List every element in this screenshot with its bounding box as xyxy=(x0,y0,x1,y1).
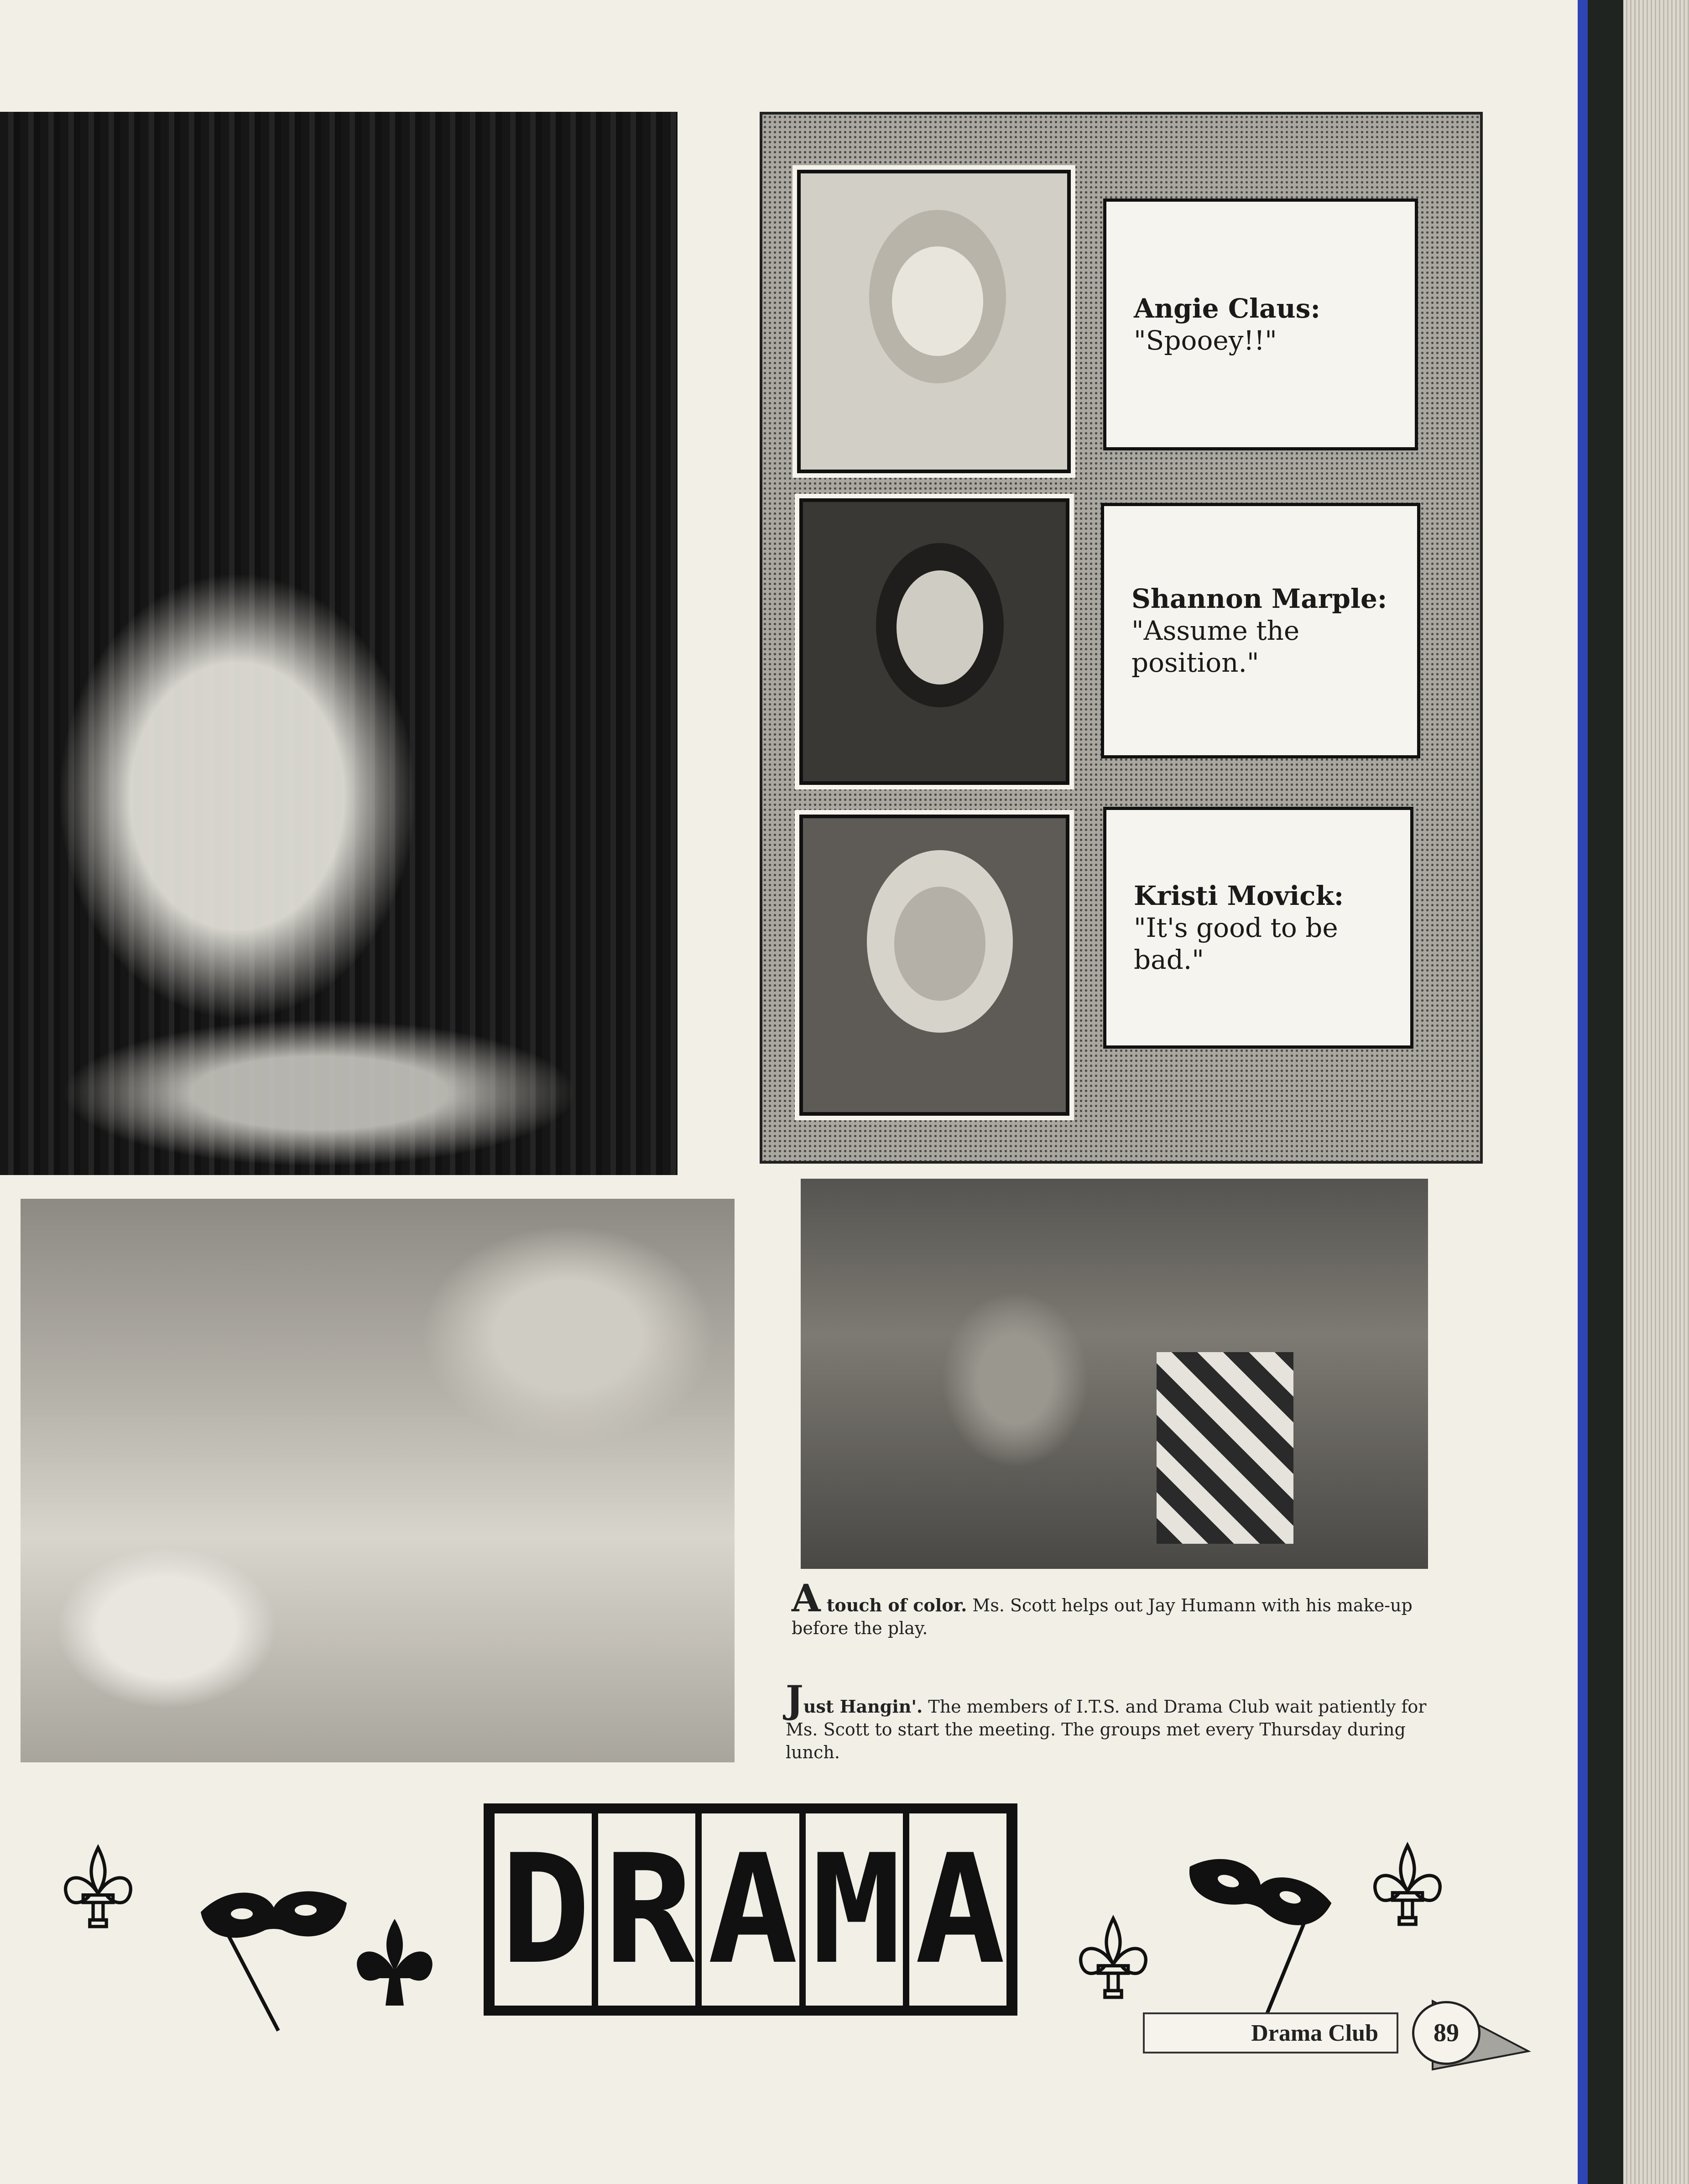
fleur-de-lis-icon xyxy=(349,1914,440,2015)
masquerade-mask-icon xyxy=(192,1866,356,2035)
profile-quote: "It's good to be bad." xyxy=(1134,912,1338,975)
stage-performance-photo xyxy=(0,112,678,1175)
caption-body: The members of I.T.S. and Drama Club wait patiently for Ms. Scott to start the meeting. The groups met every Thursday during lunch. xyxy=(786,1697,1427,1762)
profile-quote-box xyxy=(1101,503,1420,758)
profile-quote-box xyxy=(1103,199,1418,450)
profile-name: Angie Claus: xyxy=(1134,293,1320,324)
profile-quote: "Assume the position." xyxy=(1131,615,1300,678)
cover-edge xyxy=(1588,0,1623,2184)
banner-letter: A xyxy=(909,1813,1006,2006)
masquerade-mask-icon xyxy=(1177,1844,1341,2026)
portrait-angie-claus xyxy=(797,170,1071,473)
section-name: Drama Club xyxy=(1251,2020,1378,2046)
profile-quote: "Spooey!!" xyxy=(1134,325,1277,356)
caption-lead: touch of color. xyxy=(820,1595,967,1615)
page-stack-edge xyxy=(1623,0,1689,2184)
section-footer xyxy=(1143,2012,1398,2053)
makeup-photo xyxy=(801,1179,1428,1569)
caption-lead: ust Hangin'. xyxy=(803,1696,923,1717)
caption-dropcap: A xyxy=(792,1577,821,1620)
fleur-de-lis-icon xyxy=(55,1844,141,1935)
fleur-de-lis-icon xyxy=(1070,1914,1157,2006)
profile-quote-box xyxy=(1103,807,1413,1049)
banner-letter: M xyxy=(806,1813,903,2006)
drama-title-banner xyxy=(484,1803,1017,2016)
caption-dropcap: J xyxy=(786,1678,803,1722)
classroom-meeting-photo xyxy=(21,1199,735,1762)
banner-letter: A xyxy=(702,1813,799,2006)
page-number: 89 xyxy=(1412,2001,1480,2065)
fleur-de-lis-icon xyxy=(1364,1841,1451,1933)
profile-name: Shannon Marple: xyxy=(1131,583,1387,614)
portrait-kristi-movick xyxy=(799,815,1069,1116)
banner-letter: R xyxy=(598,1813,695,2006)
banner-letter: D xyxy=(495,1813,592,2006)
profile-name: Kristi Movick: xyxy=(1134,880,1344,911)
portrait-shannon-marple xyxy=(799,498,1069,785)
caption-body: Ms. Scott helps out Jay Humann with his make-up before the play. xyxy=(792,1595,1413,1638)
hangin-caption xyxy=(786,1678,1461,1764)
binding-edge xyxy=(1578,0,1588,2184)
makeup-caption xyxy=(792,1577,1458,1640)
